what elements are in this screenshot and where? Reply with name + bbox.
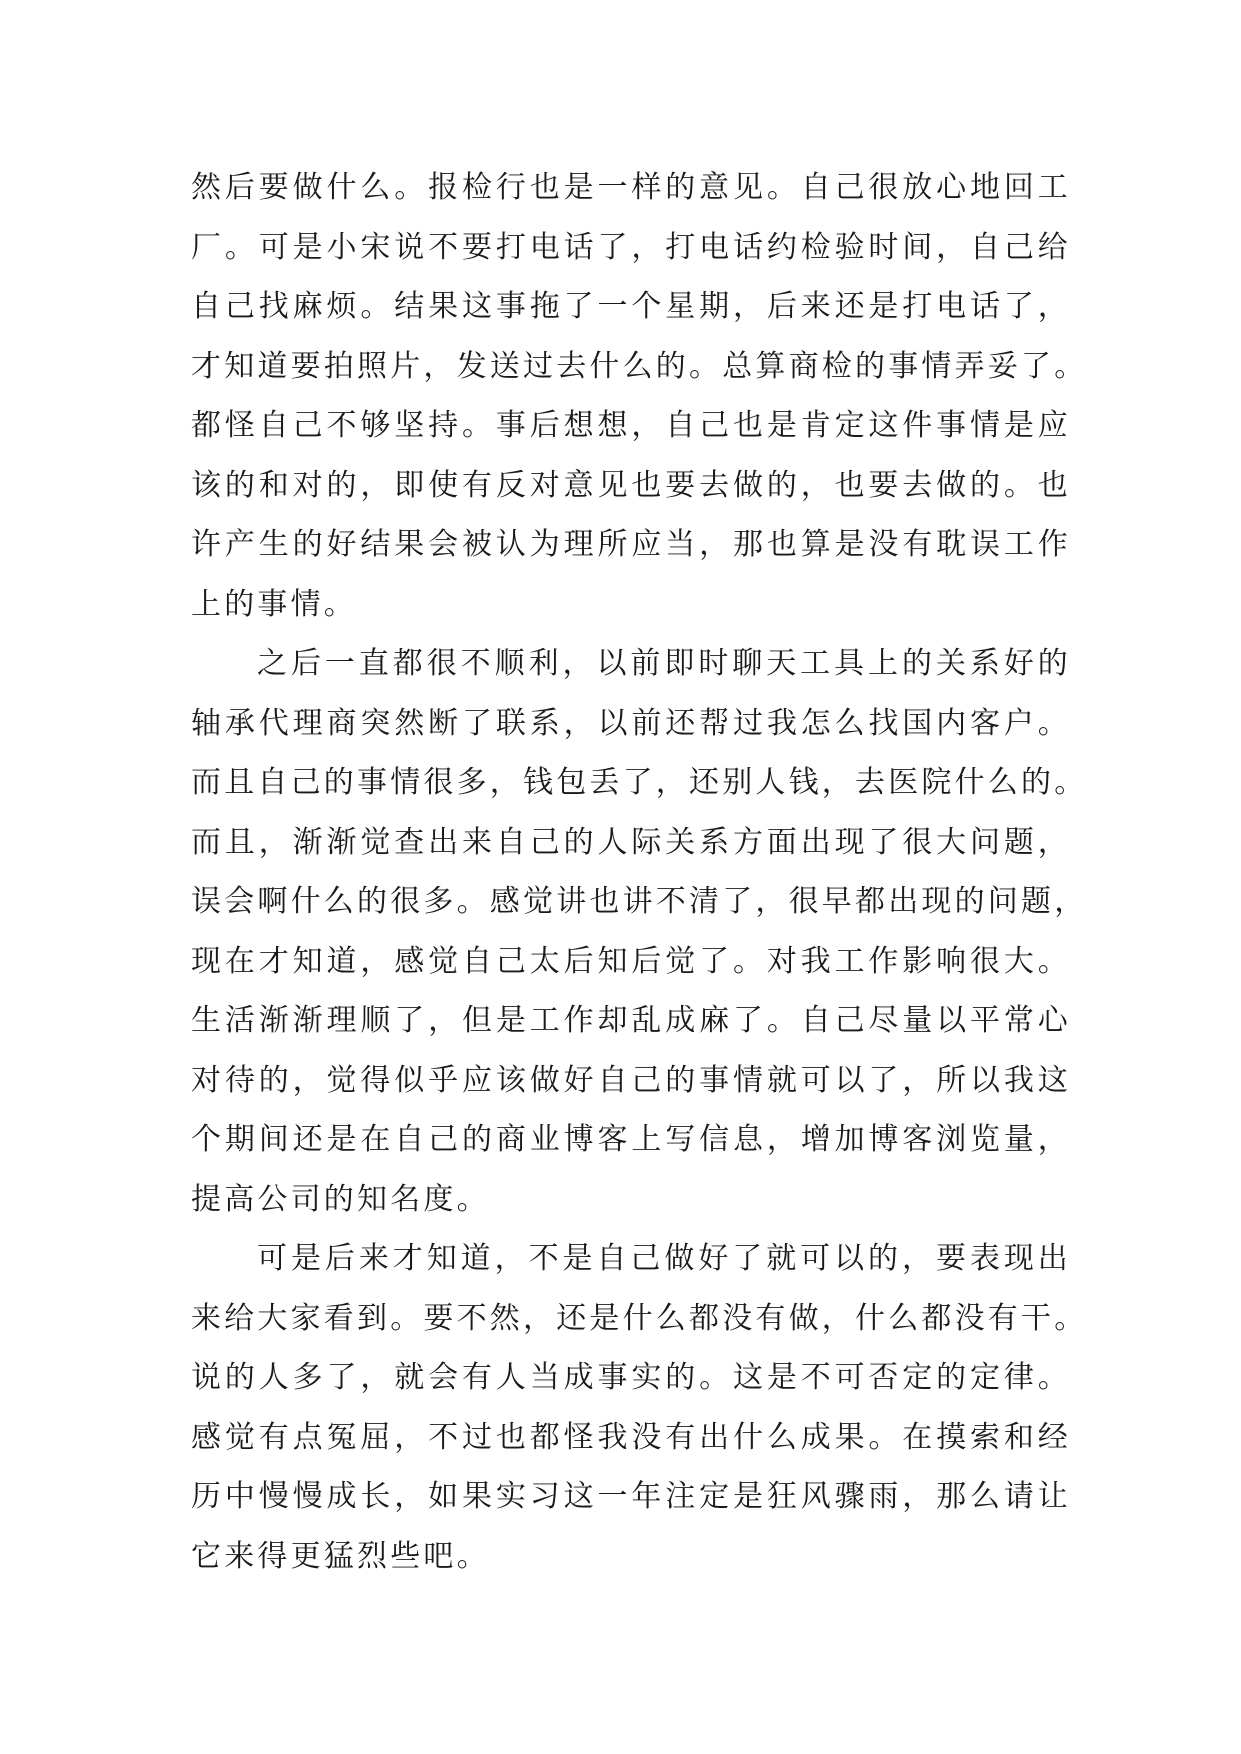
paragraph-3	[191, 1229, 1088, 1586]
text-line: 轴承代理商突然断了联系，以前还帮过我怎么找国内客户。	[191, 705, 1071, 741]
text-line: 都怪自己不够坚持。事后想想，自己也是肯定这件事情是应	[191, 408, 1071, 443]
text-line: 现在才知道，感觉自己太后知后觉了。对我工作影响很大。	[191, 943, 1071, 979]
body-text	[191, 158, 1088, 1586]
text-line: 自己找麻烦。结果这事拖了一个星期，后来还是打电话了，	[191, 289, 1071, 324]
text-line: 才知道要拍照片，发送过去什么的。总算商检的事情弄妥了。	[191, 348, 1088, 384]
text-line: 说的人多了，就会有人当成事实的。这是不可否定的定律。	[191, 1360, 1071, 1395]
text-line: 而且，渐渐觉查出来自己的人际关系方面出现了很大问题，	[191, 824, 1071, 860]
text-line: 对待的，觉得似乎应该做好自己的事情就可以了，所以我这	[191, 1062, 1071, 1098]
text-line: 感觉有点冤屈，不过也都怪我没有出什么成果。在摸索和经	[191, 1419, 1071, 1455]
text-line: 生活渐渐理顺了，但是工作却乱成麻了。自己尽量以平常心	[191, 1003, 1071, 1038]
text-line: 提高公司的知名度。	[191, 1181, 490, 1217]
text-line: 该的和对的，即使有反对意见也要去做的，也要去做的。也	[191, 467, 1071, 503]
paragraph-1	[191, 158, 1088, 634]
text-line: 而且自己的事情很多，钱包丢了，还别人钱，去医院什么的。	[191, 765, 1088, 800]
paragraph-2	[191, 634, 1088, 1229]
text-line: 来给大家看到。要不然，还是什么都没有做，什么都没有干。	[191, 1300, 1088, 1336]
text-line: 之后一直都很不顺利，以前即时聊天工具上的关系好的	[257, 646, 1071, 681]
text-line: 然后要做什么。报检行也是一样的意见。自己很放心地回工	[191, 170, 1071, 205]
text-line: 厂。可是小宋说不要打电话了，打电话约检验时间，自己给	[191, 229, 1071, 265]
text-line: 误会啊什么的很多。感觉讲也讲不清了，很早都出现的问题，	[191, 884, 1088, 919]
text-line: 许产生的好结果会被认为理所应当，那也算是没有耽误工作	[191, 527, 1071, 562]
text-line: 它来得更猛烈些吧。	[191, 1538, 490, 1574]
text-line: 个期间还是在自己的商业博客上写信息，增加博客浏览量，	[191, 1122, 1071, 1157]
text-line: 可是后来才知道，不是自己做好了就可以的，要表现出	[257, 1241, 1071, 1276]
text-line: 历中慢慢成长，如果实习这一年注定是狂风骤雨，那么请让	[191, 1479, 1071, 1514]
text-line: 上的事情。	[191, 586, 357, 622]
